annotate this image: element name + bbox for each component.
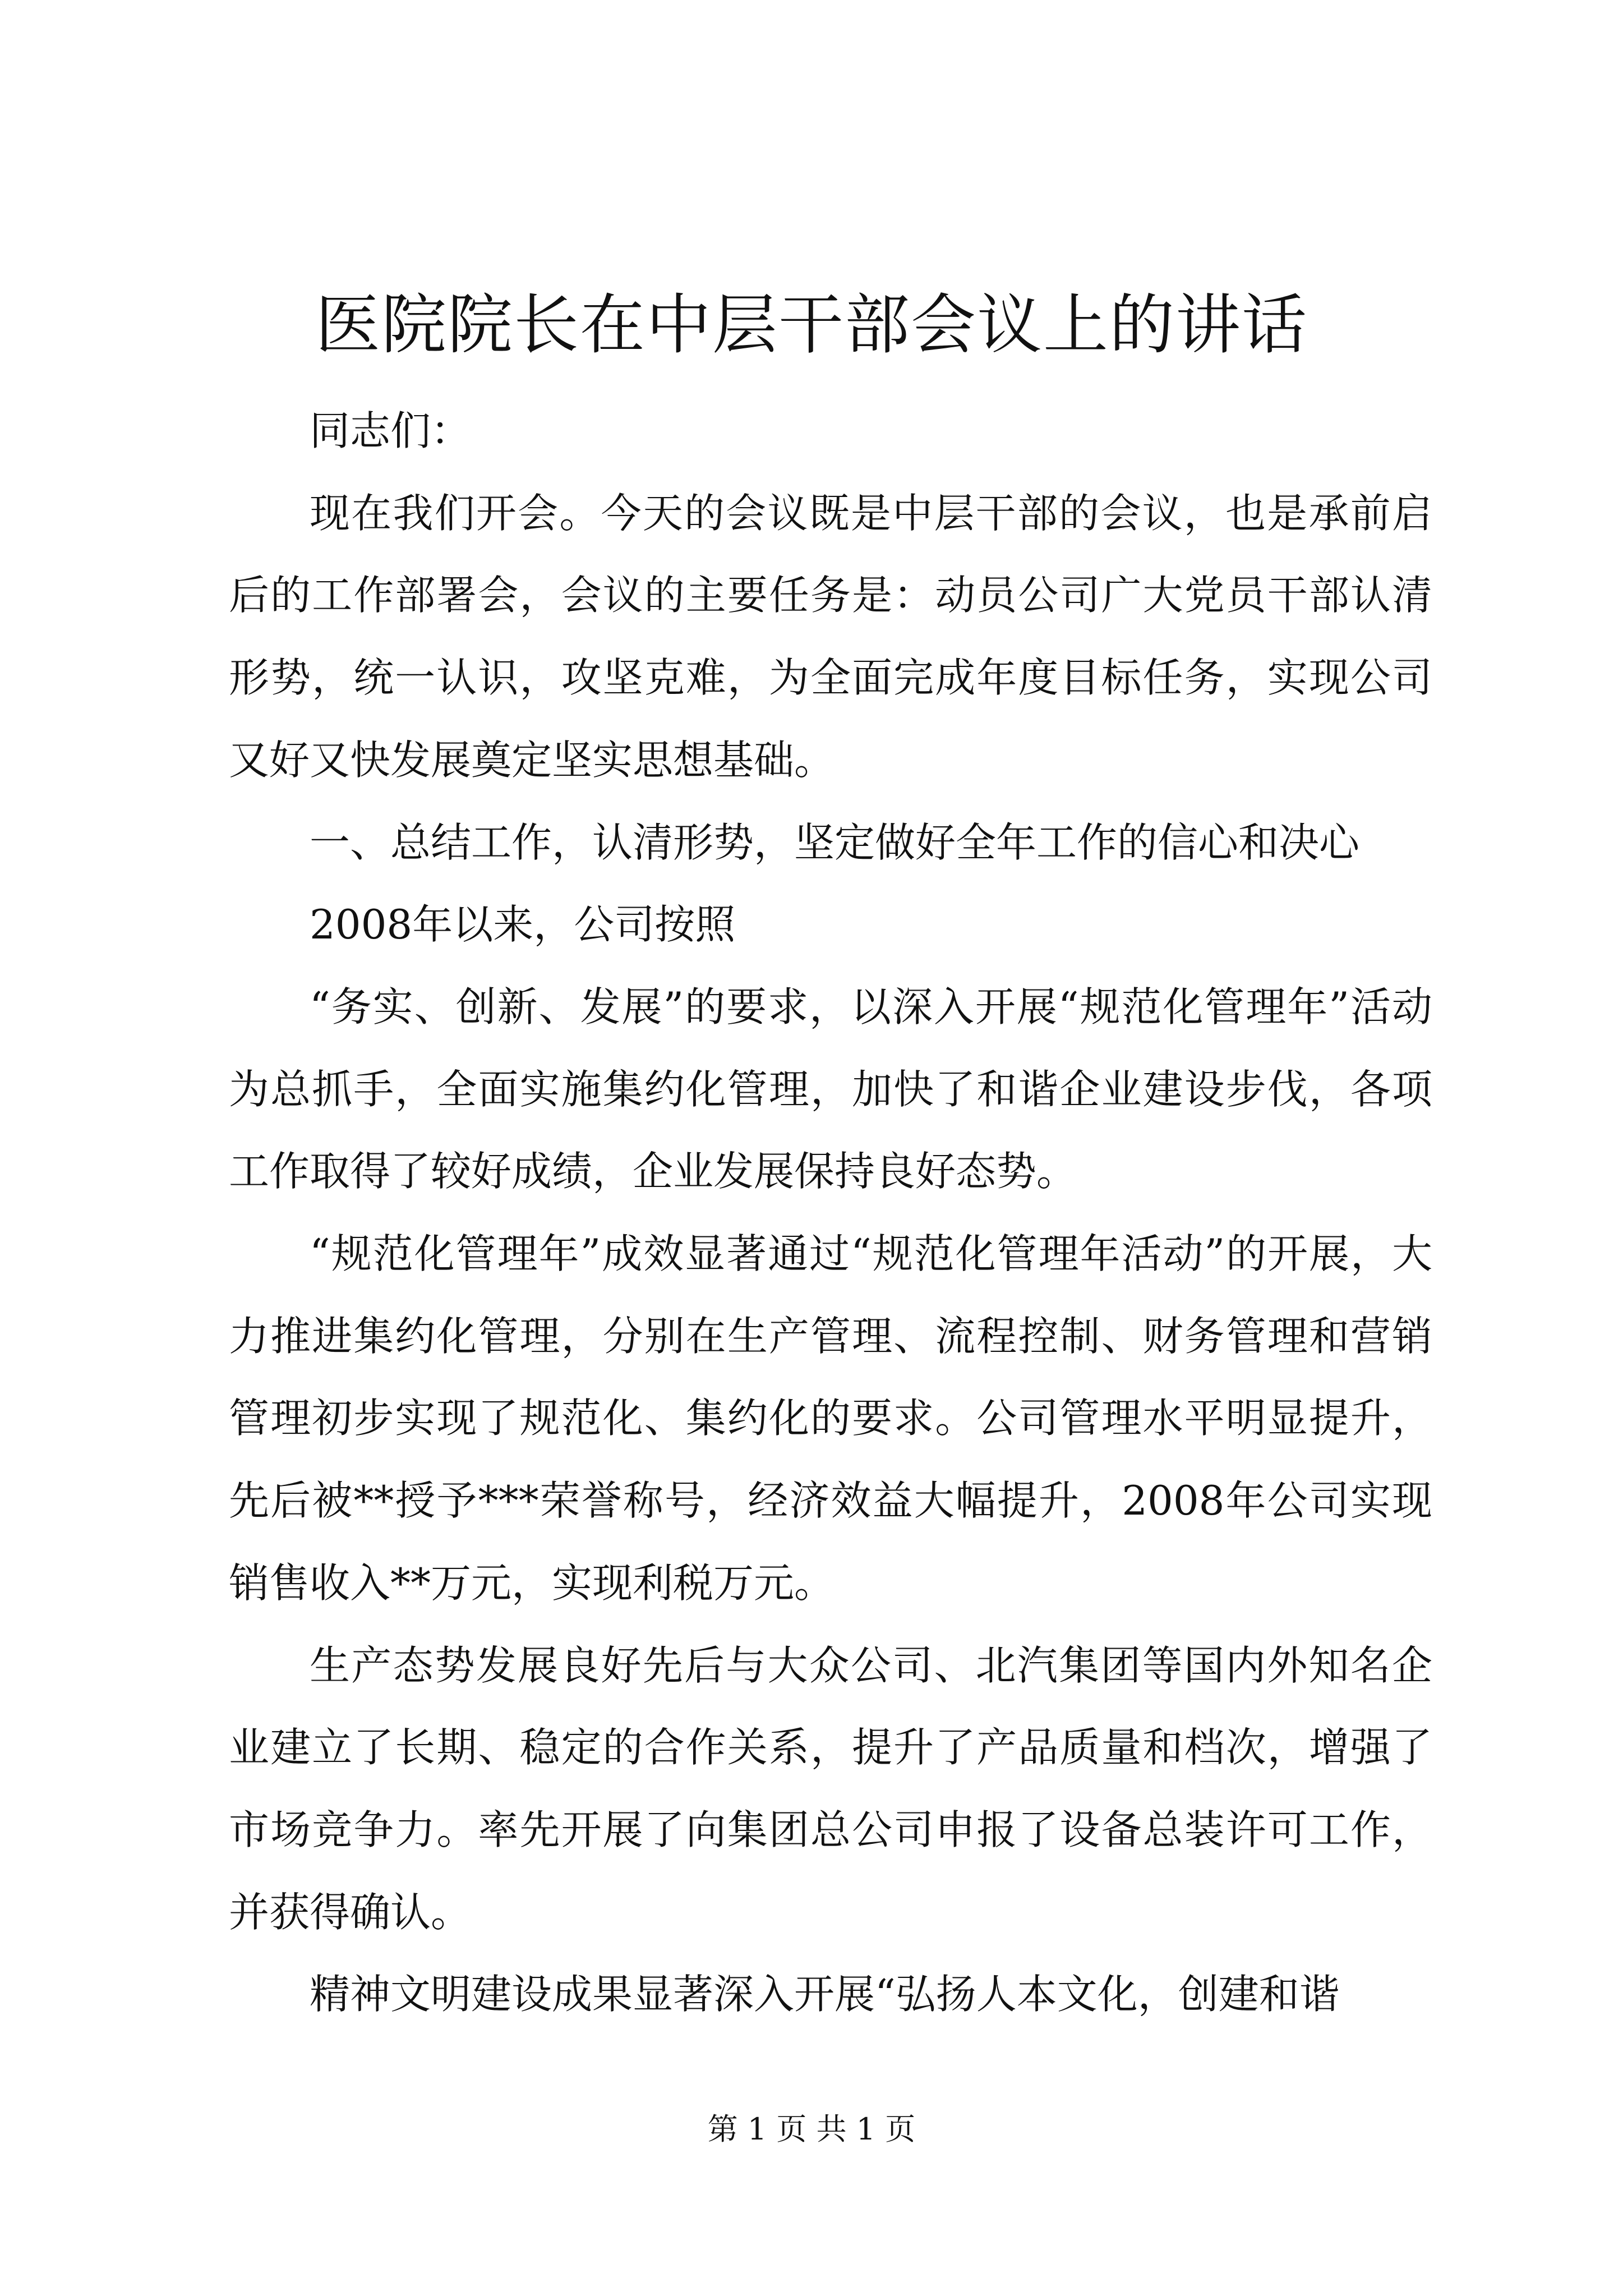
section-heading-1: 一、总结工作，认清形势，坚定做好全年工作的信心和决心 [310,818,1360,866]
paragraph: 2008年以来，公司按照 [310,901,736,949]
paragraph: “规范化管理年”成效显著通过“规范化管理年活动”的开展，大力推进集约化管理，分别在生产管理、流程控制、财务管理和营销管理初步实现了规范化、集约化的要求。公司管理水平明显提升，先后被**授予***荣誉称号，经济效益大幅提升，2008年公司实现销售收入**万元，实现利税万元。 [229,1230,1432,1607]
paragraph: 精神文明建设成果显著深入开展“弘扬人本文化，创建和谐 [310,1971,1340,2018]
document-title: 医院院长在中层干部会议上的讲话 [315,287,1308,363]
page-footer: 第 1 页 共 1 页 [707,2111,916,2147]
paragraph-opening: 现在我们开会。今天的会议既是中层干部的会议，也是承前启后的工作部署会，会议的主要任务是：动员公司广大党员干部认清形势，统一认识，攻坚克难，为全面完成年度目标任务，实现公司又好又快发展奠定坚实思想基础。 [229,489,1432,784]
paragraph: “务实、创新、发展”的要求，以深入开展“规范化管理年”活动为总抓手，全面实施集约化管理，加快了和谐企业建设步伐，各项工作取得了较好成绩，企业发展保持良好态势。 [229,983,1432,1195]
paragraph-salutation: 同志们： [310,407,472,454]
paragraph: 生产态势发展良好先后与大众公司、北汽集团等国内外知名企业建立了长期、稳定的合作关系，提升了产品质量和档次，增强了市场竞争力。率先开展了向集团总公司申报了设备总装许可工作，并获得确认。 [229,1641,1432,1936]
document-body [229,390,1432,2036]
